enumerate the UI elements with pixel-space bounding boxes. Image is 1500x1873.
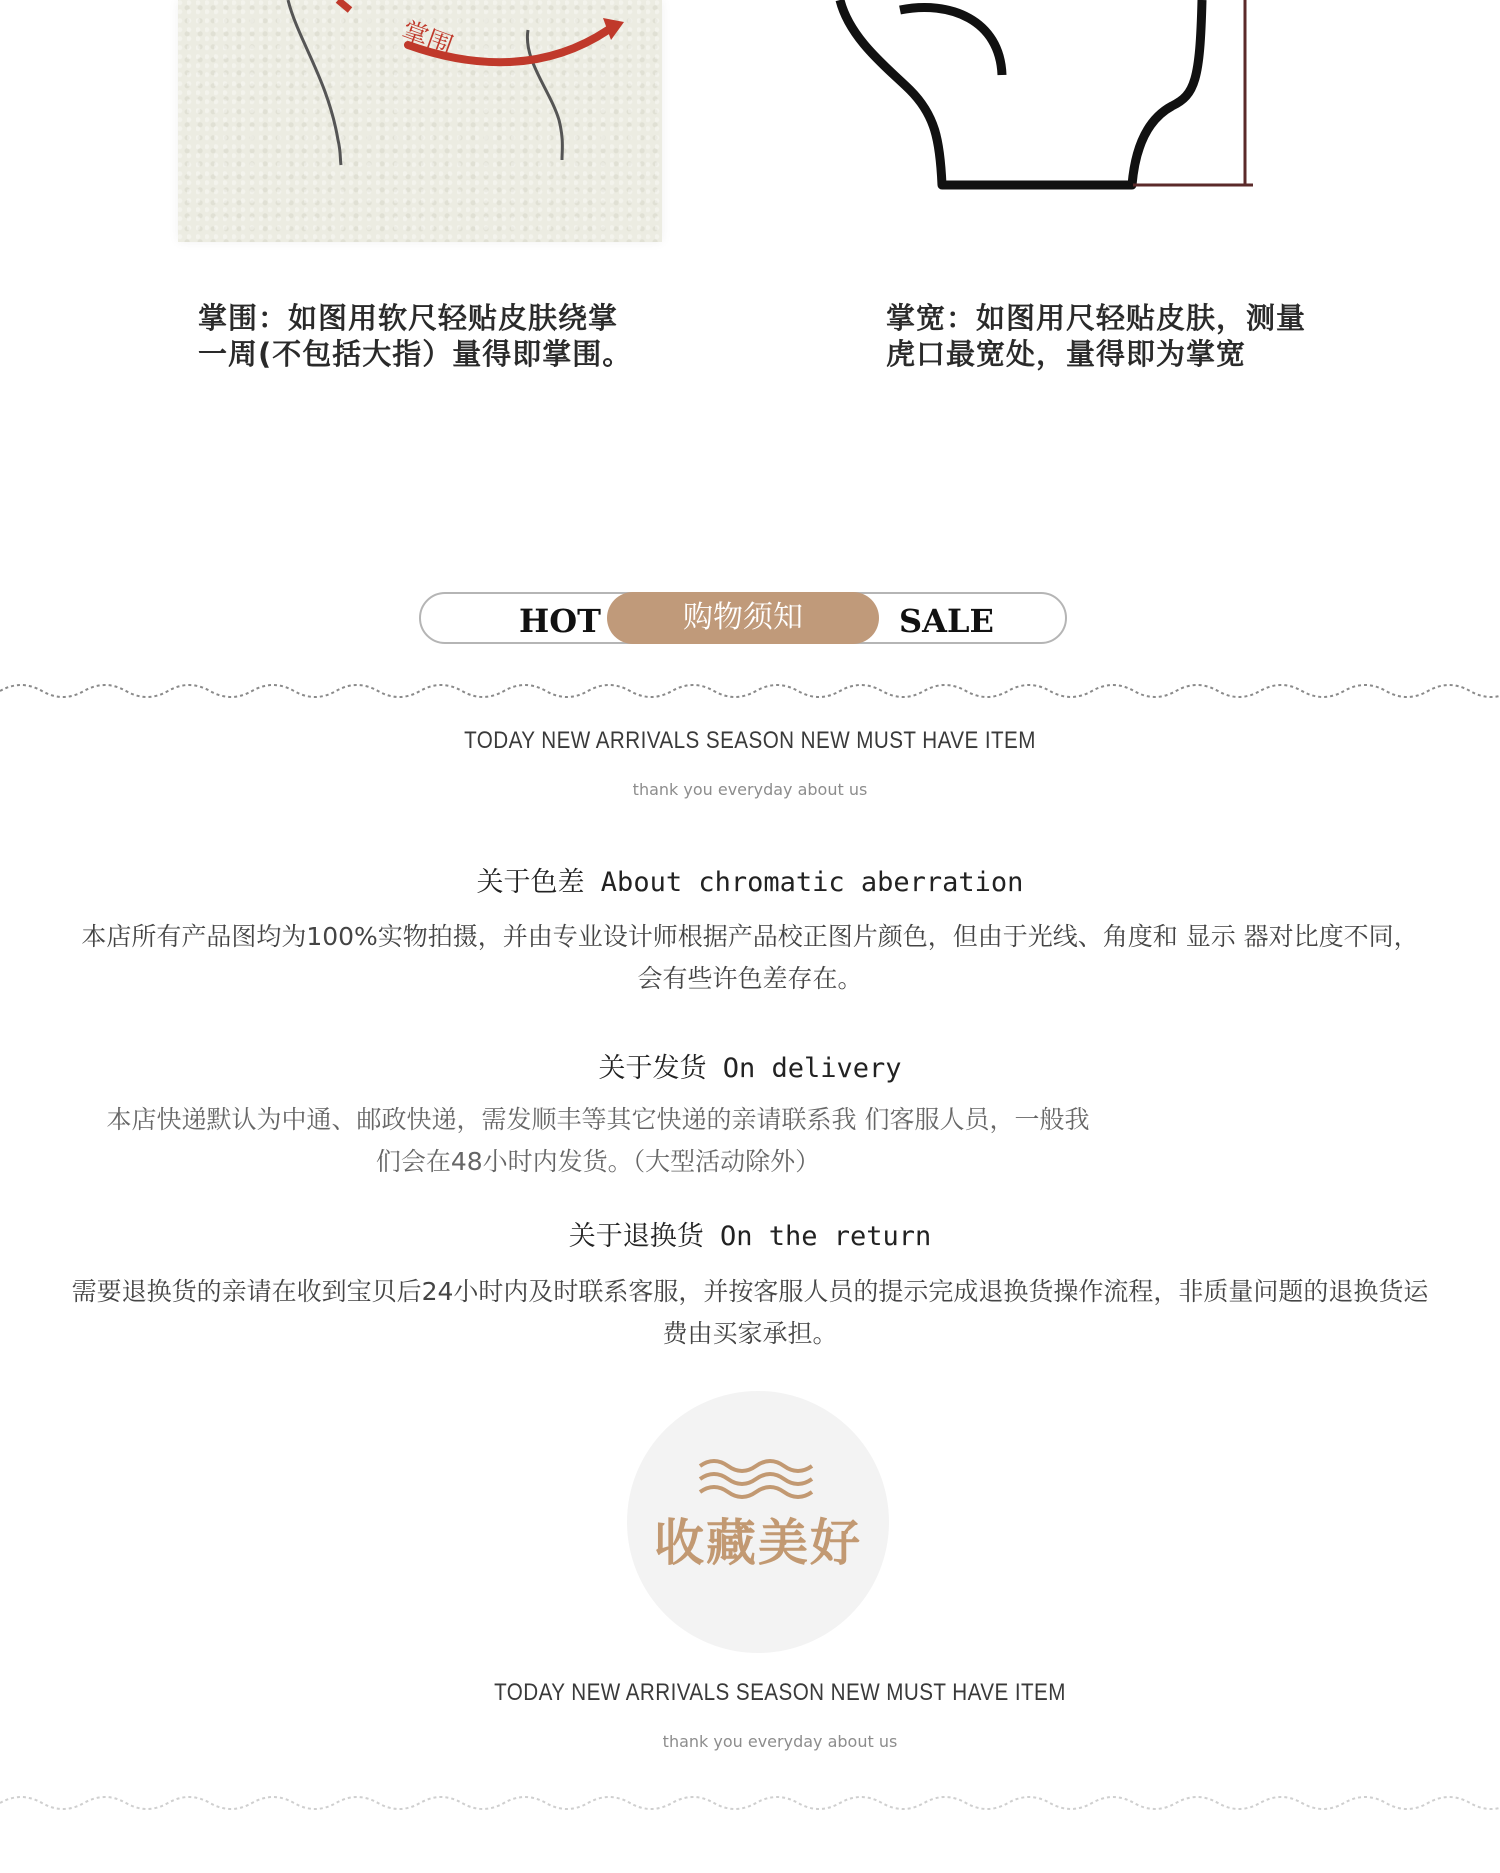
tagline: TODAY NEW ARRIVALS SEASON NEW MUST HAVE ITEM — [494, 1679, 1066, 1706]
section-title-aberration: 关于色差 About chromatic aberration — [476, 867, 1024, 898]
caption-line: 一周(不包括大指）量得即掌围。 — [198, 337, 633, 371]
banner-hot-label: HOT — [519, 602, 601, 640]
palm-measure-illustration — [178, 0, 662, 242]
logo-text: 收藏美好 — [654, 1513, 862, 1572]
section-body-delivery: 本店快递默认为中通、邮政快递，需发顺丰等其它快递的亲请联系我 们客服人员，一般我们会在48小时内发货。（大型活动除外） — [106, 1105, 1090, 1176]
wave-divider — [0, 678, 1500, 700]
caption-line: 掌宽：如图用尺轻贴皮肤，测量 — [886, 301, 1307, 335]
subline: thank you everyday about us — [632, 780, 868, 799]
banner-title: 购物须知 — [607, 592, 879, 644]
section-title-delivery: 关于发货 On delivery — [598, 1053, 902, 1084]
wave-icon — [698, 1458, 818, 1500]
section-title-return: 关于退换货 On the return — [568, 1221, 932, 1252]
palm-width-illustration — [830, 0, 1260, 200]
palm-width-caption — [886, 300, 1406, 372]
section-body-aberration: 本店所有产品图均为100%实物拍摄，并由专业设计师根据产品校正图片颜色，但由于光线、角度和 显示 器对比度不同，会有些许色差存在。 — [81, 922, 1419, 993]
palm-label: 掌围 — [397, 16, 457, 63]
section-body-return: 需要退换货的亲请在收到宝贝后24小时内及时联系客服，并按客服人员的提示完成退换货操作流程，非质量问题的退换货运费由买家承担。 — [71, 1277, 1429, 1348]
banner-sale-label: SALE — [899, 602, 994, 640]
palm-circumference-caption — [198, 300, 718, 372]
tagline: TODAY NEW ARRIVALS SEASON NEW MUST HAVE ITEM — [464, 727, 1036, 754]
caption-line: 掌围：如图用软尺轻贴皮肤绕掌 — [198, 301, 619, 335]
subline: thank you everyday about us — [662, 1732, 898, 1751]
caption-line: 虎口最宽处，量得即为掌宽 — [886, 337, 1247, 371]
wave-divider — [0, 1792, 1500, 1814]
